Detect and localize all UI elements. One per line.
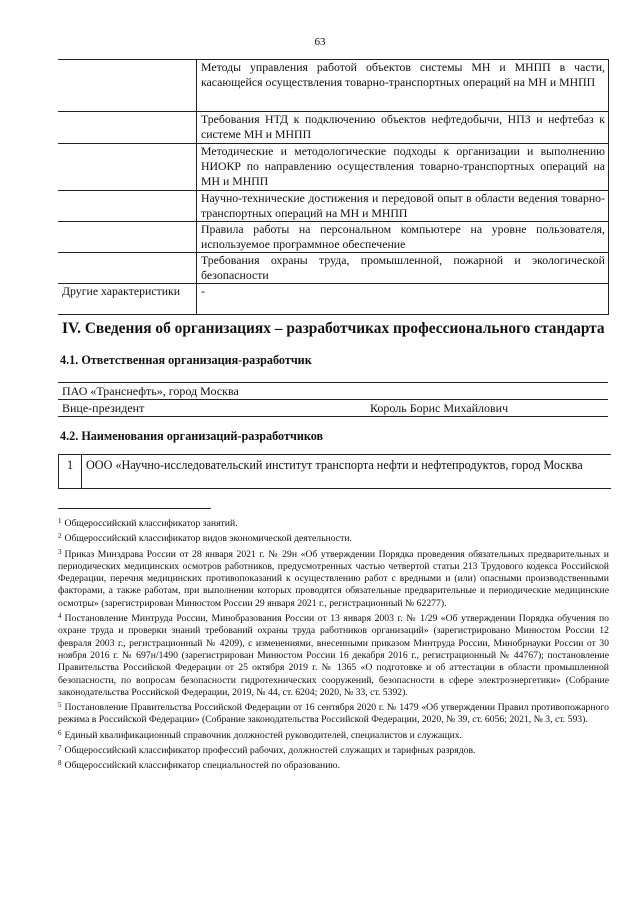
responsible-person-row: [58, 400, 608, 417]
responsible-org-heading: 4.1. Ответственная организация-разработчик: [60, 353, 312, 367]
footnote-text: Общероссийский классификатор занятий.: [64, 518, 238, 529]
footnote: [58, 742, 609, 757]
table-row: [58, 253, 609, 284]
footnote-text: Приказ Минздрава России от 28 января 2021 г. № 29н «Об утверждении Порядка проведения обязательных предварительных и периодических медицинских осмотров работников, предусмотренных частью четвертой статьи 213 Трудового кодекса Российской Федерации, перечня медицинских противопоказаний к осуществлению работ с вредными и (или) опасными производственными факторами, а также работам, при выполнении которых проводятся обязательные предварительные и периодические медицинские осмотры» (зарегистрирован Минюстом России 29 января 2021 г., регистрационный № 62277).: [58, 548, 609, 609]
row-label: [58, 60, 197, 112]
footnote: [58, 727, 609, 742]
footnote-text: Общероссийский классификатор профессий рабочих, должностей служащих и тарифных разрядов.: [64, 745, 476, 757]
row-label: [58, 112, 197, 144]
responsible-org-row: [58, 382, 608, 400]
responsible-position: Вице-президент: [62, 401, 145, 415]
footnote-mark: 5: [58, 701, 62, 710]
table-row: [59, 455, 612, 489]
page-number: 63: [314, 36, 326, 48]
footnotes: [58, 515, 609, 773]
footnote-text: Общероссийский классификатор специальностей по образованию.: [64, 760, 341, 772]
responsible-org-name: ПАО «Транснефть», город Москва: [62, 384, 239, 398]
row-label: [58, 144, 197, 191]
footnote-mark: 2: [58, 532, 62, 541]
footnote-mark: 8: [58, 759, 62, 768]
table-row: [58, 60, 609, 112]
table-row: [58, 144, 609, 191]
characteristics-table: [58, 59, 609, 315]
row-value: Методы управления работой объектов системы МН и МНПП в части, касающейся осуществления товарно-транспортных операций на МН и МНПП: [197, 60, 609, 112]
developer-name: ООО «Научно-исследовательский институт транспорта нефти и нефтепродуктов, город Москва: [82, 455, 612, 489]
developer-orgs-heading: 4.2. Наименования организаций-разработчиков: [60, 429, 324, 443]
footnote-mark: 1: [58, 517, 62, 525]
developer-orgs-table: [58, 454, 611, 489]
footnote-text: Постановление Правительства Российской Федерации от 16 сентября 2020 г. № 1479 «Об утверждении Правил противопожарного режима в Российской Федерации» (Собрание законодательства Российской Федерации, 2020, № 39, ст. 6056; 2021, № 3, ст. 593).: [58, 702, 609, 726]
responsible-person: Король Борис Михайлович: [370, 401, 509, 415]
footnote: [58, 699, 609, 727]
table-row: [58, 284, 609, 315]
row-label: [58, 253, 197, 284]
row-value: Правила работы на персональном компьютере на уровне пользователя, используемое программное обеспечение: [197, 222, 609, 253]
row-label: Другие характеристики: [58, 284, 197, 315]
footnote: [58, 530, 609, 545]
footnote-mark: 3: [58, 547, 62, 556]
footnote-mark: 7: [58, 744, 62, 753]
developer-number: 1: [59, 455, 82, 489]
table-row: [58, 191, 609, 222]
row-label: [58, 191, 197, 222]
footnote: [58, 515, 609, 530]
row-value: Научно-технические достижения и передовой опыт в области ведения товарно-транспортных операций на МН и МНПП: [197, 191, 609, 222]
footnote: [58, 546, 609, 610]
section-iv-title: IV. Сведения об организациях – разработчиках профессионального стандарта: [62, 320, 605, 337]
footnote: [58, 757, 609, 772]
table-row: [58, 222, 609, 253]
footnote-mark: 6: [58, 728, 62, 737]
row-value: -: [197, 284, 609, 315]
footnote-text: Единый квалификационный справочник должностей руководителей, специалистов и служащих.: [64, 729, 463, 741]
responsible-org-block: [58, 382, 608, 417]
row-value: Методические и методологические подходы к организации и выполнению НИОКР по направлению осуществления товарно-транспортных операций на МН и МНПП: [197, 144, 609, 191]
footnote-text: Общероссийский классификатор видов экономической деятельности.: [64, 533, 352, 545]
footnote-separator: [58, 508, 211, 509]
footnote: [58, 610, 609, 699]
table-row: [58, 112, 609, 144]
row-value: Требования НТД к подключению объектов нефтедобычи, НПЗ и нефтебаз к системе МН и МНПП: [197, 112, 609, 144]
row-label: [58, 222, 197, 253]
row-value: Требования охраны труда, промышленной, пожарной и экологической безопасности: [197, 253, 609, 284]
footnote-text: Постановление Минтруда России, Минобразования России от 13 января 2003 г. № 1/29 «Об утверждении Порядка обучения по охране труда и проверки знаний требований охраны труда работников организаций» (зарегистрировано Минюстом России 12 февраля 2003 г., регистрационный № 4209), с изменениями, внесенными приказом Минтруда России, Минобрнауки России от 30 ноября 2016 г. № 697н/1490 (зарегистрирован Минюстом России 16 декабря 2016 г., регистрационный № 44767); постановление Правительства Российской Федерации от 25 октября 2019 г. № 1365 «О подготовке и об аттестации в области промышленной безопасности, по вопросам безопасности гидротехнических сооружений, безопасности в сфере электроэнергетики» (Собрание законодательства Российской Федерации, 2019, № 44, ст. 6204; 2020, № 33, ст. 5392).: [58, 613, 609, 698]
footnote-mark: 4: [58, 612, 62, 621]
